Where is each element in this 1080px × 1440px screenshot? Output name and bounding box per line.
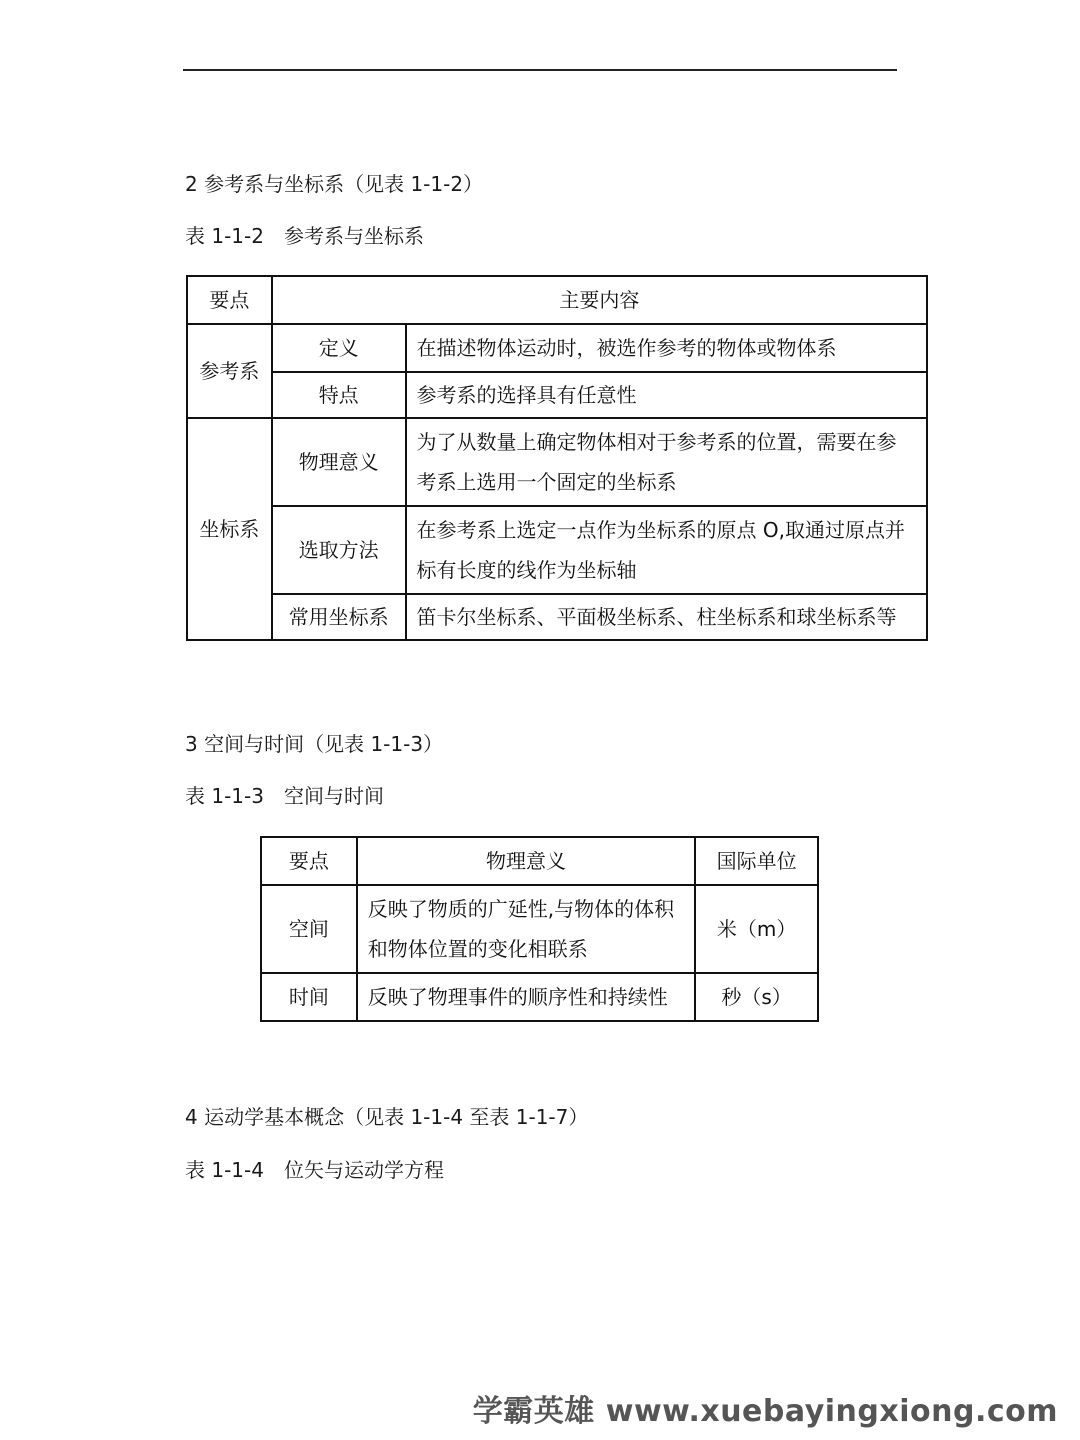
content-line: 考系上选用一个固定的坐标系 [416, 470, 677, 494]
table-row [187, 418, 927, 506]
header-cell-meaning: 物理意义 [357, 837, 695, 885]
content-line: 和物体位置的变化相联系 [367, 937, 588, 961]
content-cell: 在描述物体运动时，被选作参考的物体或物体系 [406, 324, 927, 372]
table-row [261, 885, 818, 973]
content-cell: 笛卡尔坐标系、平面极坐标系、柱坐标系和球坐标系等 [406, 594, 927, 640]
header-rule [183, 69, 897, 71]
table-row [187, 506, 927, 594]
item-cell: 特点 [272, 372, 406, 418]
table-row [187, 594, 927, 640]
unit-cell: 米（m） [695, 885, 818, 973]
content-line: 反映了物质的广延性,与物体的体积 [367, 897, 675, 921]
section2-table-caption: 表 1-1-2 参考系与坐标系 [185, 224, 424, 248]
section4-heading: 4 运动学基本概念（见表 1-1-4 至表 1-1-7） [185, 1105, 589, 1129]
header-cell-point: 要点 [261, 837, 357, 885]
site-watermark: 学霸英雄 www.xuebayingxiong.com [472, 1394, 1058, 1429]
content-line: 标有长度的线作为坐标轴 [416, 558, 637, 582]
point-cell: 空间 [261, 885, 357, 973]
group-label-reference-frame: 参考系 [187, 324, 272, 418]
section2-heading: 2 参考系与坐标系（见表 1-1-2） [185, 172, 484, 196]
content-line: 在参考系上选定一点作为坐标系的原点 O,取通过原点并 [416, 518, 905, 542]
table-row [187, 324, 927, 372]
table-row [261, 973, 818, 1021]
item-cell: 常用坐标系 [272, 594, 406, 640]
table-header-row [187, 276, 927, 324]
section3-heading: 3 空间与时间（见表 1-1-3） [185, 732, 444, 756]
header-cell-content: 主要内容 [272, 276, 927, 324]
table-1-1-3 [260, 836, 819, 1022]
item-cell: 物理意义 [272, 418, 406, 506]
table-row [187, 372, 927, 418]
table-1-1-2 [186, 275, 928, 641]
group-label-coordinate-system: 坐标系 [187, 418, 272, 640]
section4-table-caption: 表 1-1-4 位矢与运动学方程 [185, 1158, 444, 1182]
section3-table-caption: 表 1-1-3 空间与时间 [185, 784, 384, 808]
item-cell: 选取方法 [272, 506, 406, 594]
header-cell-unit: 国际单位 [695, 837, 818, 885]
content-line: 为了从数量上确定物体相对于参考系的位置，需要在参 [416, 430, 897, 454]
item-cell: 定义 [272, 324, 406, 372]
table-header-row [261, 837, 818, 885]
header-cell-point: 要点 [187, 276, 272, 324]
content-cell: 参考系的选择具有任意性 [406, 372, 927, 418]
unit-cell: 秒（s） [695, 973, 818, 1021]
content-cell [406, 506, 927, 594]
point-cell: 时间 [261, 973, 357, 1021]
meaning-cell [357, 885, 695, 973]
content-cell [406, 418, 927, 506]
meaning-cell: 反映了物理事件的顺序性和持续性 [357, 973, 695, 1021]
